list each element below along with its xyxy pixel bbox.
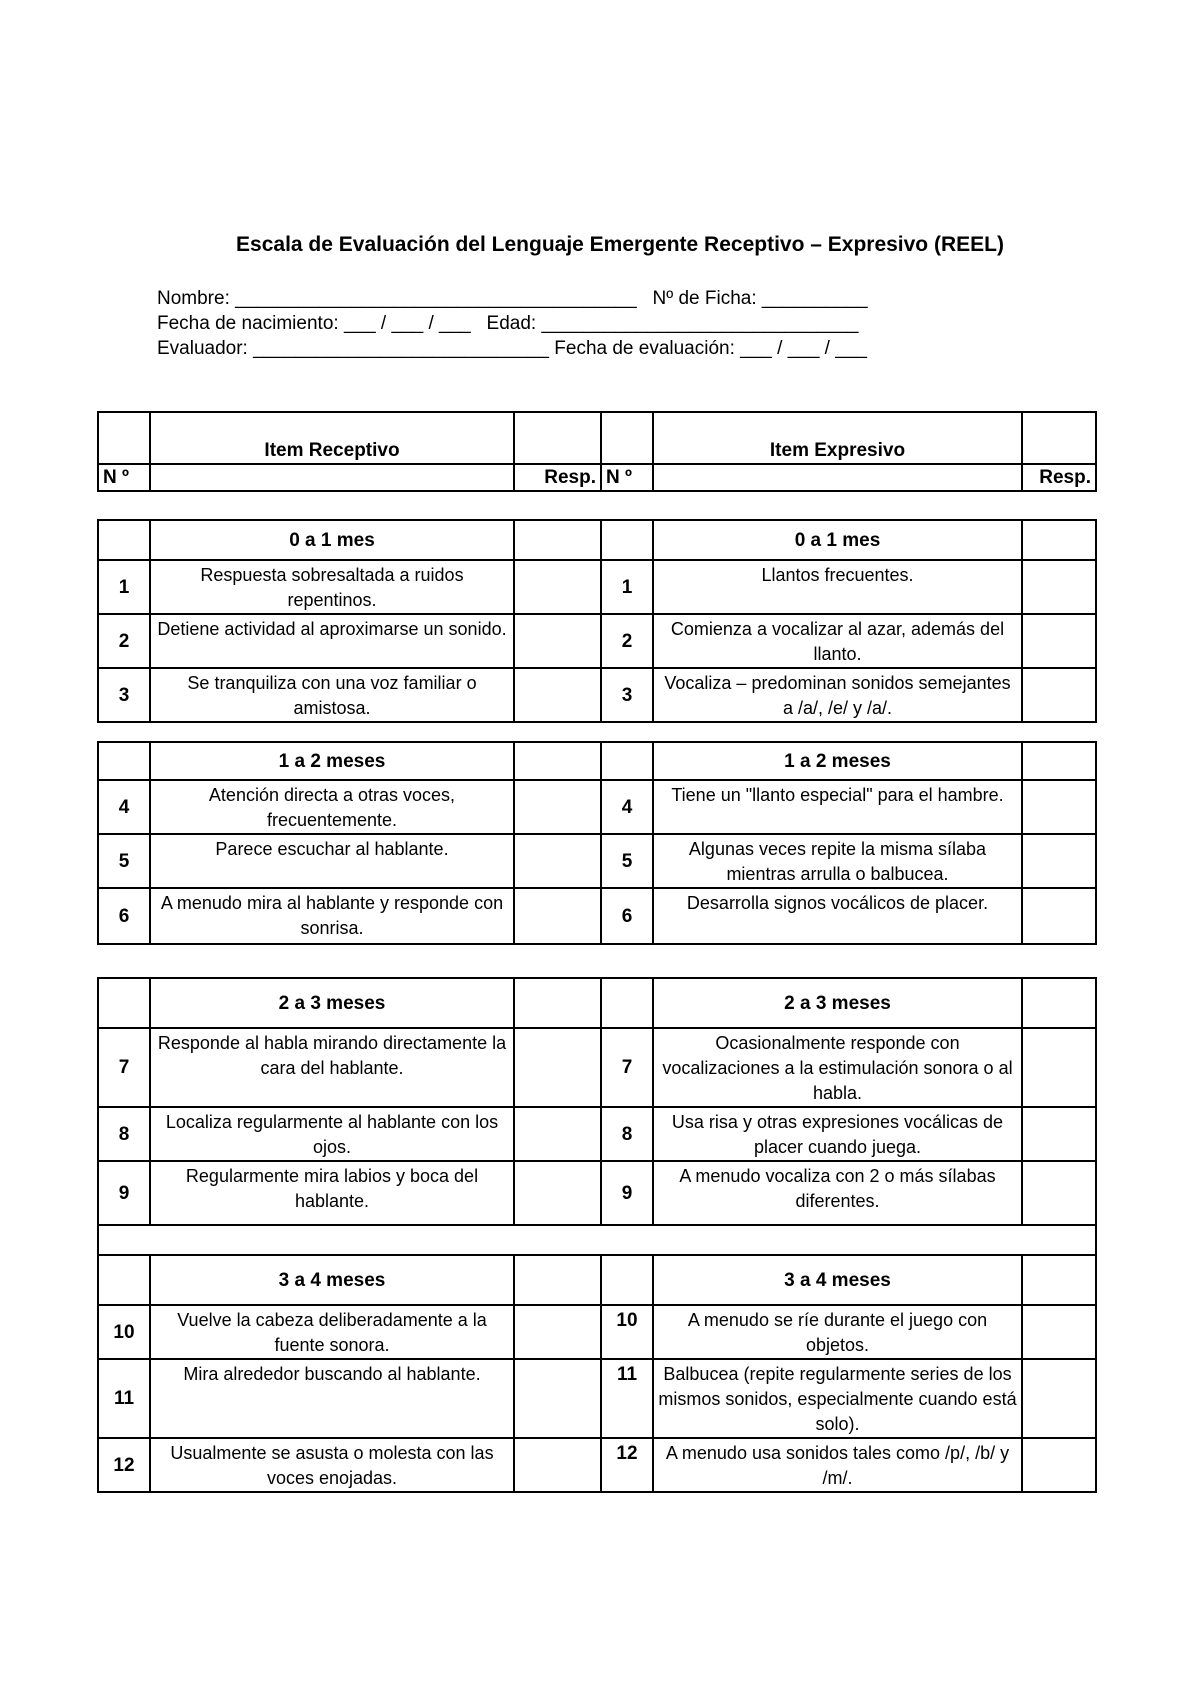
response-cell[interactable] (514, 834, 601, 888)
section-label: 3 a 4 meses (653, 1255, 1022, 1305)
blank-cell (514, 520, 601, 560)
response-column-label: Resp. (514, 464, 601, 491)
response-cell[interactable] (514, 1107, 601, 1161)
response-cell[interactable] (1022, 1107, 1096, 1161)
table-row (98, 560, 1096, 614)
response-cell[interactable] (514, 780, 601, 834)
item-number: 10 (98, 1305, 150, 1359)
response-cell[interactable] (514, 668, 601, 722)
response-cell[interactable] (1022, 888, 1096, 944)
header-title-row (98, 412, 1096, 464)
section-table-0-1-mes (97, 519, 1097, 723)
gap-cell (98, 1225, 1096, 1255)
blank-cell (1022, 742, 1096, 780)
header-cell (601, 412, 653, 464)
receptive-item: Respuesta sobresaltada a ruidos repentinos. (150, 560, 514, 614)
response-cell[interactable] (1022, 1305, 1096, 1359)
table-row (98, 1028, 1096, 1107)
item-number: 11 (601, 1359, 653, 1438)
item-number: 11 (98, 1359, 150, 1438)
item-number: 9 (601, 1161, 653, 1225)
section-gap-row (98, 1225, 1096, 1255)
table-row (98, 1438, 1096, 1492)
receptive-item: Responde al habla mirando directamente la cara del hablante. (150, 1028, 514, 1107)
number-column-label: N º (601, 464, 653, 491)
item-number: 1 (601, 560, 653, 614)
blank-cell (601, 742, 653, 780)
item-number: 9 (98, 1161, 150, 1225)
blank-cell (98, 1255, 150, 1305)
header-cell (98, 412, 150, 464)
response-cell[interactable] (514, 1305, 601, 1359)
response-cell[interactable] (1022, 834, 1096, 888)
blank-cell (514, 1255, 601, 1305)
item-number: 6 (601, 888, 653, 944)
header-label-row (98, 464, 1096, 491)
response-cell[interactable] (1022, 1161, 1096, 1225)
response-cell[interactable] (1022, 668, 1096, 722)
item-number: 8 (601, 1107, 653, 1161)
item-number: 8 (98, 1107, 150, 1161)
table-row (98, 780, 1096, 834)
item-number: 5 (601, 834, 653, 888)
table-row (98, 668, 1096, 722)
response-cell[interactable] (1022, 780, 1096, 834)
expressive-item: Usa risa y otras expresiones vocálicas de placer cuando juega. (653, 1107, 1022, 1161)
expressive-item: Algunas veces repite la misma sílaba mientras arrulla o balbucea. (653, 834, 1022, 888)
page-title: Escala de Evaluación del Lenguaje Emergente Receptivo – Expresivo (REEL) (236, 233, 1004, 256)
section-label: 1 a 2 meses (150, 742, 514, 780)
receptive-item: Mira alrededor buscando al hablante. (150, 1359, 514, 1438)
response-cell[interactable] (1022, 560, 1096, 614)
blank-cell (601, 1255, 653, 1305)
header-cell (1022, 412, 1096, 464)
form-line-evaluator: Evaluador: ____________________________ Fecha de evaluación: ___ / ___ / ___ (157, 338, 867, 359)
expressive-column-title: Item Expresivo (653, 412, 1022, 464)
response-cell-header[interactable] (1022, 520, 1096, 560)
header-cell (653, 464, 1022, 491)
expressive-item: A menudo vocaliza con 2 o más sílabas diferentes. (653, 1161, 1022, 1225)
header-cell (150, 464, 514, 491)
expressive-item: Llantos frecuentes. (653, 560, 1022, 614)
table-row (98, 888, 1096, 944)
receptive-item: Detiene actividad al aproximarse un sonido. (150, 614, 514, 668)
receptive-item: A menudo mira al hablante y responde con sonrisa. (150, 888, 514, 944)
item-number: 2 (98, 614, 150, 668)
receptive-item: Regularmente mira labios y boca del hablante. (150, 1161, 514, 1225)
form-line-name: Nombre: ______________________________________ Nº de Ficha: __________ (157, 288, 868, 309)
response-cell[interactable] (1022, 1028, 1096, 1107)
section-label: 1 a 2 meses (653, 742, 1022, 780)
expressive-item: Vocaliza – predominan sonidos semejantes a /a/, /e/ y /a/. (653, 668, 1022, 722)
expressive-item: Desarrolla signos vocálicos de placer. (653, 888, 1022, 944)
header-table (97, 411, 1097, 492)
table-row (98, 614, 1096, 668)
response-cell[interactable] (514, 888, 601, 944)
receptive-item: Parece escuchar al hablante. (150, 834, 514, 888)
table-row (98, 1161, 1096, 1225)
response-cell[interactable] (514, 614, 601, 668)
item-number: 1 (98, 560, 150, 614)
expressive-item: Ocasionalmente responde con vocalizaciones a la estimulación sonora o al habla. (653, 1028, 1022, 1107)
table-row (98, 1359, 1096, 1438)
section-header-row (98, 742, 1096, 780)
section-header-row (98, 520, 1096, 560)
item-number: 12 (98, 1438, 150, 1492)
form-line-birthdate: Fecha de nacimiento: ___ / ___ / ___ Edad: ______________________________ (157, 313, 859, 334)
blank-cell (514, 978, 601, 1028)
expressive-item: Balbucea (repite regularmente series de los mismos sonidos, especialmente cuando está solo). (653, 1359, 1022, 1438)
expressive-item: A menudo se ríe durante el juego con objetos. (653, 1305, 1022, 1359)
blank-cell (98, 978, 150, 1028)
item-number: 5 (98, 834, 150, 888)
section-label: 3 a 4 meses (150, 1255, 514, 1305)
item-number: 4 (601, 780, 653, 834)
receptive-item: Vuelve la cabeza deliberadamente a la fuente sonora. (150, 1305, 514, 1359)
response-cell[interactable] (1022, 1438, 1096, 1492)
response-cell[interactable] (514, 560, 601, 614)
response-cell[interactable] (1022, 1359, 1096, 1438)
section-label: 2 a 3 meses (150, 978, 514, 1028)
receptive-item: Localiza regularmente al hablante con los ojos. (150, 1107, 514, 1161)
section-label: 2 a 3 meses (653, 978, 1022, 1028)
table-row (98, 1305, 1096, 1359)
blank-cell (601, 978, 653, 1028)
header-cell (514, 412, 601, 464)
blank-cell (601, 520, 653, 560)
item-number: 6 (98, 888, 150, 944)
table-row (98, 1107, 1096, 1161)
blank-cell (1022, 1255, 1096, 1305)
response-cell[interactable] (514, 1359, 601, 1438)
response-cell[interactable] (514, 1438, 601, 1492)
expressive-item: Tiene un "llanto especial" para el hambre. (653, 780, 1022, 834)
receptive-item: Usualmente se asusta o molesta con las voces enojadas. (150, 1438, 514, 1492)
section-label: 0 a 1 mes (150, 520, 514, 560)
response-cell[interactable] (514, 1161, 601, 1225)
section-label: 0 a 1 mes (653, 520, 1022, 560)
section-table-2-4-meses (97, 977, 1097, 1493)
response-cell[interactable] (1022, 614, 1096, 668)
item-number: 2 (601, 614, 653, 668)
section-header-row (98, 978, 1096, 1028)
item-number: 7 (601, 1028, 653, 1107)
receptive-column-title: Item Receptivo (150, 412, 514, 464)
item-number: 10 (601, 1305, 653, 1359)
receptive-item: Atención directa a otras voces, frecuentemente. (150, 780, 514, 834)
item-number: 12 (601, 1438, 653, 1492)
expressive-item: Comienza a vocalizar al azar, además del llanto. (653, 614, 1022, 668)
item-number: 3 (601, 668, 653, 722)
response-cell[interactable] (514, 1028, 601, 1107)
item-number: 3 (98, 668, 150, 722)
expressive-item: A menudo usa sonidos tales como /p/, /b/ y /m/. (653, 1438, 1022, 1492)
blank-cell (1022, 978, 1096, 1028)
item-number: 7 (98, 1028, 150, 1107)
table-row (98, 834, 1096, 888)
receptive-item: Se tranquiliza con una voz familiar o amistosa. (150, 668, 514, 722)
section-table-1-2-meses (97, 741, 1097, 945)
number-column-label: N º (98, 464, 150, 491)
response-column-label: Resp. (1022, 464, 1096, 491)
blank-cell (98, 742, 150, 780)
item-number: 4 (98, 780, 150, 834)
blank-cell (514, 742, 601, 780)
blank-cell (98, 520, 150, 560)
section-header-row (98, 1255, 1096, 1305)
